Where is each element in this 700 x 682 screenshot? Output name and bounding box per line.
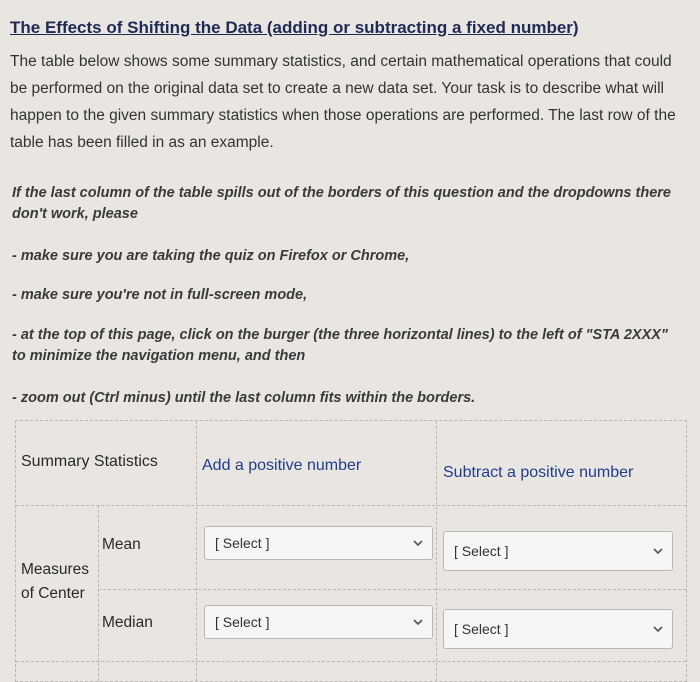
summary-statistics-table [15, 420, 687, 682]
column-divider [196, 421, 197, 681]
select-value: [ Select ] [215, 614, 270, 630]
column-divider [436, 421, 437, 681]
chevron-down-icon [412, 537, 424, 549]
instruction-navigation: - at the top of this page, click on the burger (the three horizontal lines) to the left of "STA 2XXX" to minimize the navigation menu, and then [12, 327, 668, 364]
select-value: [ Select ] [454, 621, 509, 637]
browser-warning: If the last column of the table spills out of the borders of this question and the dropdowns there don't work, please [12, 185, 671, 222]
header-add-positive: Add a positive number [202, 457, 362, 474]
median-add-select[interactable] [204, 605, 433, 639]
mean-add-select[interactable] [204, 526, 433, 560]
chevron-down-icon [652, 545, 664, 557]
group-label-line1: Measures [21, 561, 90, 578]
instruction-fullscreen: - make sure you're not in full-screen mode, [12, 287, 308, 303]
page-title: The Effects of Shifting the Data (adding or subtracting a fixed number) [10, 18, 579, 37]
row-divider [98, 589, 686, 590]
instruction-browser: - make sure you are taking the quiz on Firefox or Chrome, [12, 248, 410, 264]
column-divider [98, 505, 99, 681]
row-divider [16, 505, 686, 506]
median-subtract-select[interactable] [443, 609, 673, 649]
row-label-median: Median [102, 614, 153, 631]
instruction-zoom: - zoom out (Ctrl minus) until the last column fits within the borders. [12, 390, 476, 406]
header-subtract-positive: Subtract a positive number [443, 464, 634, 481]
row-label-mean: Mean [102, 536, 141, 553]
intro-paragraph: The table below shows some summary statistics, and certain mathematical operations that could be performed on the original data set to create a new data set. Your task is to describe what will happen to the given summary statistics when those operations are performed. The last row of the table has been filled in as an example. [10, 53, 676, 151]
row-divider [16, 661, 686, 662]
select-value: [ Select ] [215, 535, 270, 551]
header-summary-statistics: Summary Statistics [21, 453, 158, 470]
chevron-down-icon [412, 616, 424, 628]
mean-subtract-select[interactable] [443, 531, 673, 571]
select-value: [ Select ] [454, 543, 509, 559]
chevron-down-icon [652, 623, 664, 635]
group-label-measures-of-center [21, 558, 89, 606]
group-label-line2: of Center [21, 585, 85, 602]
